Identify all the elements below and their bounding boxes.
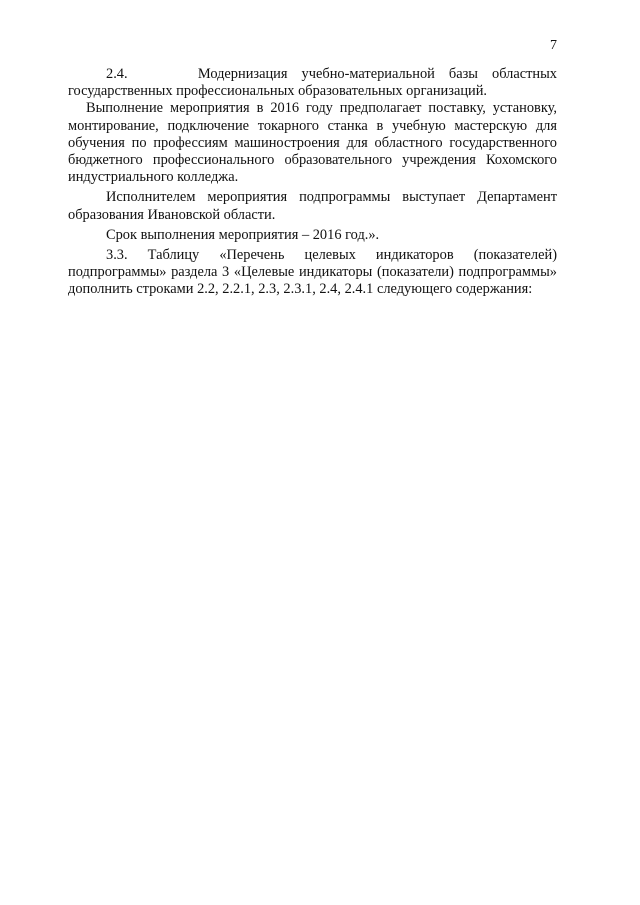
paragraph-executor: Исполнителем мероприятия подпрограммы выступает Департамент образования Ивановской области. [68, 189, 557, 223]
paragraph-deadline: Срок выполнения мероприятия – 2016 год.». [106, 226, 380, 243]
page-number: 7 [550, 38, 557, 53]
document-body [68, 66, 557, 299]
paragraph-modernization-heading: 2.4. Модернизация учебно-материальной базы областных государственных профессиональных образовательных организаций. [68, 66, 557, 100]
paragraph-table-amendment: 3.3. Таблицу «Перечень целевых индикаторов (показателей) подпрограммы» раздела 3 «Целевые индикаторы (показатели) подпрограммы» дополнить строками 2.2, 2.2.1, 2.3, 2.3.1, 2.4, 2.4.1 следующего содержания: [68, 247, 557, 298]
paragraph-activity-description: Выполнение мероприятия в 2016 году предполагает поставку, установку, монтирование, подключение токарного станка в учебную мастерскую для обучения по профессиям машиностроения для областного государственного бюджетного профессионального образовательного учреждения Кохомского индустриального колледжа. [68, 100, 557, 186]
